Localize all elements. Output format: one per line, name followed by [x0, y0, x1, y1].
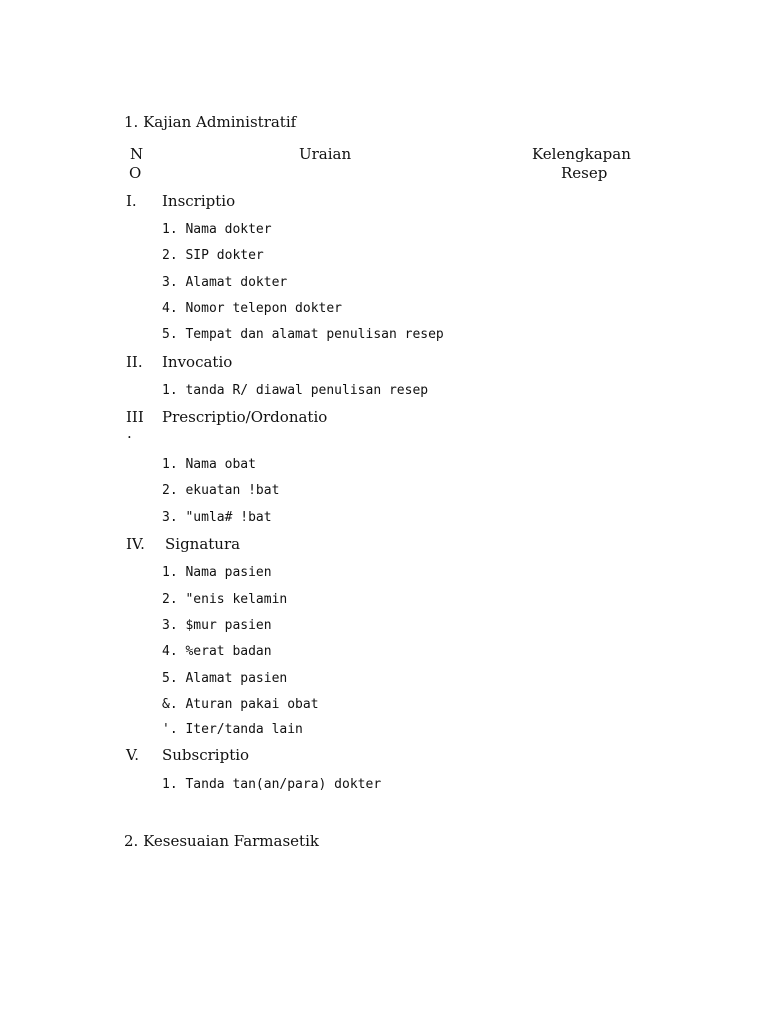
list-item: 1. tanda R/ diawal penulisan resep	[162, 383, 429, 398]
list-item: 5. Alamat pasien	[162, 671, 288, 686]
list-item: 3. "umla# !bat	[162, 510, 272, 525]
group-title-invocatio: Invocatio	[162, 353, 233, 371]
group-numeral: IV.	[126, 535, 145, 553]
header-no-line2: O	[129, 164, 142, 182]
list-item: 2. ekuatan !bat	[162, 483, 280, 498]
list-item: 2. SIP dokter	[162, 248, 264, 263]
list-item: 2. "enis kelamin	[162, 592, 288, 607]
group-title-inscriptio: Inscriptio	[162, 192, 236, 210]
group-numeral: V.	[126, 746, 139, 764]
group-title-subscriptio: Subscriptio	[162, 746, 250, 764]
header-no-line1: N	[130, 145, 144, 163]
header-uraian: Uraian	[299, 145, 352, 163]
list-item: &. Aturan pakai obat	[162, 697, 319, 712]
list-item: 3. $mur pasien	[162, 618, 272, 633]
section-2-title: 2. Kesesuaian Farmasetik	[124, 832, 319, 850]
list-item: 3. Alamat dokter	[162, 275, 288, 290]
list-item: 4. %erat badan	[162, 644, 272, 659]
group-numeral-suffix: .	[127, 424, 132, 442]
list-item: 1. Nama dokter	[162, 222, 272, 237]
header-kelengkapan: Kelengkapan	[532, 145, 631, 163]
list-item: 5. Tempat dan alamat penulisan resep	[162, 327, 444, 342]
group-numeral: II.	[126, 353, 143, 371]
header-resep-label: Resep	[561, 164, 608, 182]
list-item: 1. Nama pasien	[162, 565, 272, 580]
group-numeral: I.	[126, 192, 137, 210]
list-item: 1. Tanda tan(an/para) dokter	[162, 777, 382, 792]
list-item: 1. Nama obat	[162, 457, 256, 472]
group-title-prescriptio: Prescriptio/Ordonatio	[162, 408, 328, 426]
group-title-signatura: Signatura	[165, 535, 241, 553]
list-item: 4. Nomor telepon dokter	[162, 301, 343, 316]
group-numeral: III	[126, 408, 144, 426]
list-item: '. Iter/tanda lain	[162, 722, 303, 737]
section-1-title: 1. Kajian Administratif	[124, 113, 297, 131]
